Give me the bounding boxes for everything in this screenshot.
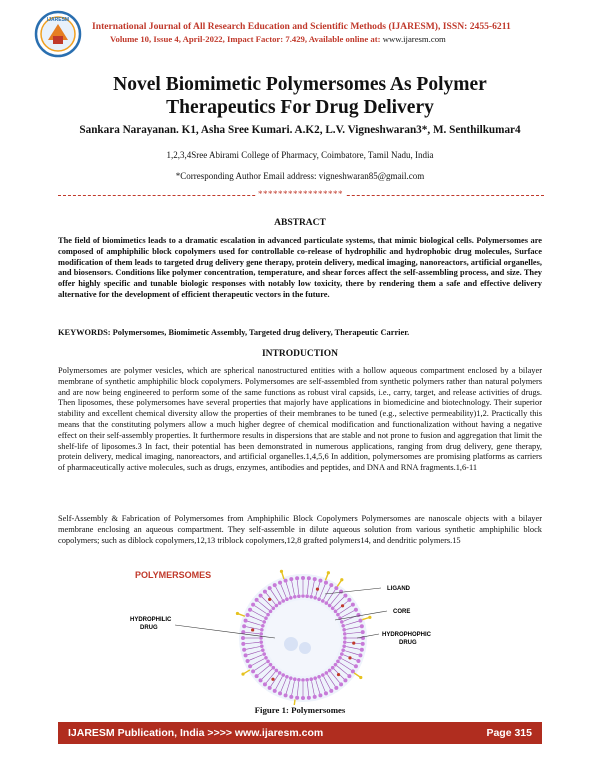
outer-head: [347, 674, 351, 678]
inner-head: [321, 599, 325, 603]
outer-head: [295, 696, 299, 700]
outer-head: [334, 586, 338, 590]
outer-head: [360, 624, 364, 628]
outer-head: [324, 691, 328, 695]
outer-head: [246, 613, 250, 617]
outer-head: [278, 581, 282, 585]
figure-title: POLYMERSOMES: [135, 570, 212, 580]
outer-head: [339, 590, 343, 594]
inner-head: [343, 640, 347, 644]
inner-head: [301, 594, 305, 598]
inner-head: [264, 616, 268, 620]
inner-head: [266, 613, 270, 617]
inner-head: [259, 636, 263, 640]
inner-head: [259, 640, 263, 644]
ligand-tip: [236, 612, 239, 615]
inner-head: [336, 660, 340, 664]
journal-logo: [34, 10, 82, 58]
authors: Sankara Narayanan. K1, Asha Sree Kumari. A.K2, L.V. Vigneshwaran3*, M. Senthilkumar4: [79, 124, 521, 136]
inner-head: [325, 601, 329, 605]
vesicle-diagram: [236, 570, 372, 705]
outer-head: [241, 636, 245, 640]
outer-head: [313, 577, 317, 581]
outer-head: [263, 590, 267, 594]
paper-title-line-1: Novel Biomimetic Polymersomes As Polymer: [113, 74, 487, 95]
inner-head: [328, 604, 332, 608]
abstract-text: The field of biomimetics leads to a dramatic escalation in advanced particulate systems, that mimic biological cells. Polymersomes are composed of amphiphilic block copolymers used for controllable co-release of hydrophilic and hydrophobic drug molecules, Surface modification of them leads to targeted drug delivery gene therapy, protein delivery, medical imaging, nanoreactors, artificial organelles, and biosensors. Conditions like polymer concentration, temperature, and shear forces affect the self-assembling process, and size. They offer highly specific and tunable biologic responses with notably low toxicity, there by rendering them a safe and effective delivery alternative for the development of efficient therapeutic vectors in the future.: [58, 236, 542, 299]
outer-head: [351, 669, 355, 673]
footer-bar: [58, 722, 542, 744]
paper-title-line-2: Therapeutics For Drug Delivery: [166, 97, 434, 118]
hydrophobic-drug: [251, 628, 254, 631]
ligand-tip: [340, 578, 343, 581]
inner-head: [289, 676, 293, 680]
hydrophobic-drug: [316, 587, 319, 590]
inner-head: [289, 596, 293, 600]
outer-head: [318, 693, 322, 697]
outer-head: [289, 695, 293, 699]
affiliation: 1,2,3,4Sree Abirami College of Pharmacy, Coimbatore, Tamil Nadu, India: [166, 150, 434, 160]
outer-head: [358, 653, 362, 657]
inner-head: [275, 669, 279, 673]
label-core: CORE: [393, 609, 411, 615]
inner-head: [321, 673, 325, 677]
inner-head: [272, 607, 276, 611]
inner-head: [266, 660, 270, 664]
inner-head: [262, 652, 266, 656]
outer-head: [284, 579, 288, 583]
inner-head: [261, 648, 265, 652]
outer-head: [343, 678, 347, 682]
figure-caption: Figure 1: Polymersomes: [254, 705, 346, 715]
page-number: Page 315: [486, 727, 532, 739]
inner-head: [281, 599, 285, 603]
outer-head: [273, 583, 277, 587]
footer-publisher: IJARESM Publication, India >>>> www.ijaresm.com: [68, 727, 324, 739]
inner-head: [341, 648, 345, 652]
inner-head: [278, 671, 282, 675]
outer-head: [268, 686, 272, 690]
outer-head: [360, 648, 364, 652]
outer-head: [248, 664, 252, 668]
inner-head: [328, 669, 332, 673]
inner-head: [341, 624, 345, 628]
ligand-tip: [359, 676, 362, 679]
hydrophilic-drug: [299, 642, 311, 654]
inner-head: [260, 644, 264, 648]
outer-head: [361, 642, 365, 646]
inner-head: [278, 601, 282, 605]
outer-head: [307, 576, 311, 580]
inner-head: [260, 628, 264, 632]
outer-head: [251, 603, 255, 607]
inner-head: [264, 656, 268, 660]
outer-head: [351, 603, 355, 607]
ligand-tip: [327, 571, 330, 574]
logo-text: IJARESM: [46, 17, 70, 23]
inner-head: [305, 678, 309, 682]
inner-head: [317, 597, 321, 601]
ligand-tip: [241, 672, 244, 675]
inner-head: [305, 594, 309, 598]
label-ligand: LIGAND: [387, 586, 410, 592]
outer-head: [259, 678, 263, 682]
outer-head: [246, 659, 250, 663]
outer-head: [358, 619, 362, 623]
hydrophobic-drug: [268, 598, 271, 601]
outer-head: [329, 583, 333, 587]
label-hydrophobic-line-2: DRUG: [399, 640, 417, 646]
issue-line: [110, 34, 446, 44]
inner-head: [342, 628, 346, 632]
outer-head: [242, 648, 246, 652]
inner-head: [331, 666, 335, 670]
hydrophobic-drug: [348, 656, 351, 659]
inner-head: [261, 624, 265, 628]
inner-head: [297, 594, 301, 598]
introduction-heading: INTRODUCTION: [261, 349, 338, 359]
label-hydrophilic-line-1: HYDROPHILIC: [130, 617, 172, 623]
inner-head: [331, 607, 335, 611]
inner-head: [297, 678, 301, 682]
inner-head: [340, 652, 344, 656]
inner-head: [338, 656, 342, 660]
outer-head: [248, 608, 252, 612]
intro-paragraph-2: Self-Assembly & Fabrication of Polymersomes from Amphiphilic Block Copolymers Polymersomes are nanoscale objects with a bilayer membrane enclosing an aqueous compartment. They self-assemble in dilute aqueous solution from various synthetic amphiphilic block copolymers; such as diblock copolymers,12,13 triblock copolymers,12,8 grafted polymers14, and dendritic polymers.15: [58, 514, 542, 545]
inner-head: [325, 671, 329, 675]
inner-head: [334, 663, 338, 667]
inner-head: [285, 597, 289, 601]
outer-head: [255, 674, 259, 678]
label-hydrophilic-line-2: DRUG: [140, 625, 158, 631]
inner-head: [259, 632, 263, 636]
hydrophobic-drug: [341, 604, 344, 607]
inner-head: [309, 677, 313, 681]
outer-head: [284, 693, 288, 697]
site-link[interactable]: www.ijaresm.com: [382, 34, 446, 44]
inner-head: [275, 604, 279, 608]
issue-info: Volume 10, Issue 4, April-2022, Impact Factor: 7.429, Available online at:: [110, 34, 381, 44]
inner-head: [262, 620, 266, 624]
outer-head: [324, 581, 328, 585]
outer-head: [354, 608, 358, 612]
inner-head: [281, 673, 285, 677]
outer-head: [244, 653, 248, 657]
outer-head: [263, 682, 267, 686]
outer-head: [313, 695, 317, 699]
hydrophilic-drug: [284, 637, 298, 651]
inner-head: [313, 596, 317, 600]
inner-head: [313, 676, 317, 680]
ligand-tip: [280, 570, 283, 573]
polymersome-figure: [125, 560, 480, 705]
outer-head: [334, 686, 338, 690]
inner-head: [309, 595, 313, 599]
inner-head: [342, 644, 346, 648]
outer-head: [289, 577, 293, 581]
hydrophobic-drug: [337, 673, 340, 676]
separator-stars: *****************: [258, 189, 343, 199]
inner-head: [340, 620, 344, 624]
inner-head: [293, 595, 297, 599]
hydrophobic-drug: [352, 641, 355, 644]
aqueous-core: [265, 600, 341, 676]
inner-head: [272, 666, 276, 670]
outer-head: [301, 696, 305, 700]
label-hydrophobic-line-1: HYDROPHOPHIC: [382, 632, 432, 638]
inner-head: [343, 636, 347, 640]
outer-head: [347, 598, 351, 602]
outer-head: [278, 691, 282, 695]
inner-head: [336, 613, 340, 617]
inner-head: [317, 675, 321, 679]
journal-line: International Journal of All Research Education and Scientific Methods (IJARESM), ISSN: 2455-6211: [92, 21, 511, 32]
outer-head: [343, 594, 347, 598]
outer-head: [307, 696, 311, 700]
ligand-tip: [368, 616, 371, 619]
outer-head: [354, 664, 358, 668]
inner-head: [269, 663, 273, 667]
inner-head: [343, 632, 347, 636]
abstract-heading: ABSTRACT: [274, 218, 326, 228]
inner-head: [285, 675, 289, 679]
outer-head: [251, 669, 255, 673]
inner-head: [269, 610, 273, 614]
outer-head: [259, 594, 263, 598]
corresponding-author: *Corresponding Author Email address: vigneshwaran85@gmail.com: [175, 171, 425, 181]
outer-head: [318, 579, 322, 583]
inner-head: [334, 610, 338, 614]
outer-head: [361, 630, 365, 634]
outer-head: [244, 619, 248, 623]
outer-head: [301, 576, 305, 580]
outer-head: [295, 576, 299, 580]
outer-head: [242, 624, 246, 628]
outer-head: [268, 586, 272, 590]
intro-paragraph-1: Polymersomes are polymer vesicles, which are spherical nanostructured entities with a hollow aqueous compartment enclosed by a bilayer membrane of synthetic amphiphilic block copolymers. Polymersomes are self-assembled from synthetic polymers rather than natural polymers and are now being engineered to perform some of the same functions as robust viral capsids, i.e., carry, target, and release activities of drugs. Then liposomes, these polymersomes have several properties that majorly have applications in biomedicine and biotechnology. Their superior stability and excellent chemical diversity allow the properties of their membranes to be tuned (e.g., selective permeability)1,2. Practically this means that the constituting polymers allow a much higher degree of chemical modification and functionalization without having a negative effect on their self-assembly properties. It furthermore results in dispersions that are stable and not prone to fusion and aggregation that limit the shelf-life of liposomes.3 In fact, their potential has been demonstrated in numerous applications, ranging from drug delivery, gene therapy, protein delivery, medical imaging, nanoreactors, and artificial organelles.1,4,5,6 In addition, polymersomes are promising platforms as carriers of pharmaceutically active molecules, such as drugs, enzymes, antibodies and peptides, and DNA and RNA fragments.1,6-11: [58, 366, 542, 473]
inner-head: [301, 678, 305, 682]
keywords: KEYWORDS: Polymersomes, Biomimetic Assembly, Targeted drug delivery, Therapeutic Carrier.: [58, 328, 410, 337]
hydrophobic-drug: [271, 678, 274, 681]
outer-head: [339, 682, 343, 686]
inner-head: [293, 677, 297, 681]
outer-head: [255, 598, 259, 602]
outer-head: [273, 689, 277, 693]
outer-head: [241, 642, 245, 646]
outer-head: [329, 689, 333, 693]
outer-head: [356, 659, 360, 663]
